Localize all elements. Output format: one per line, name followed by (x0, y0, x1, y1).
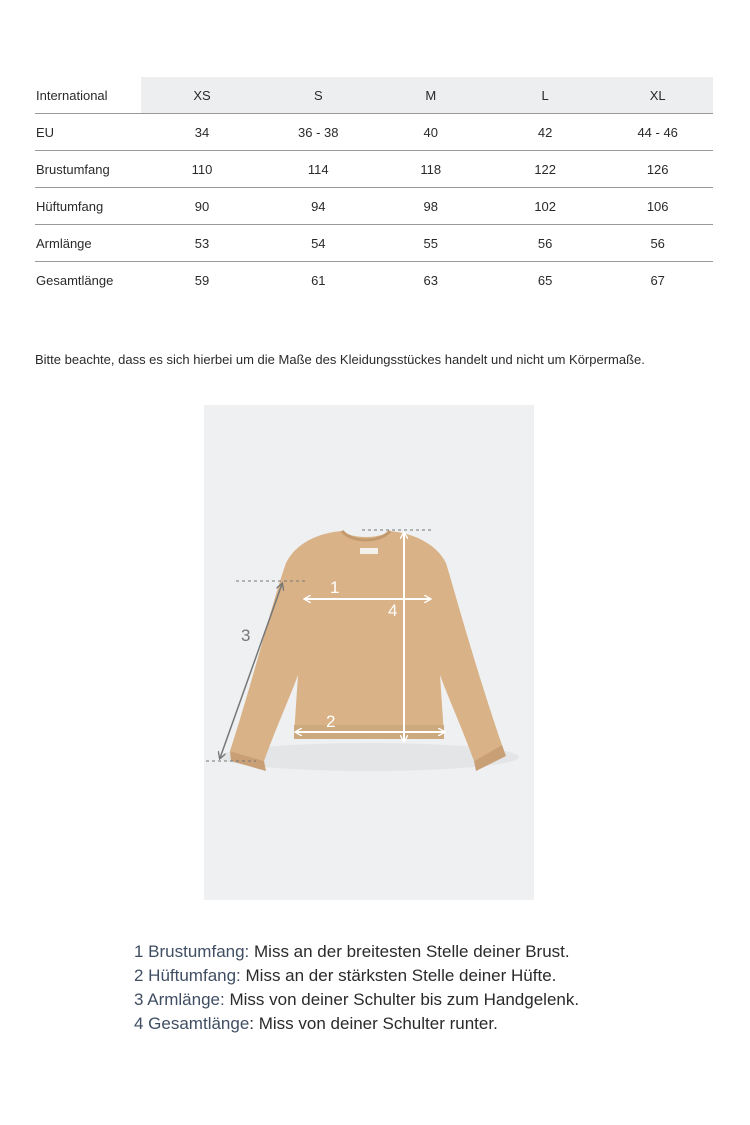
table-cell: 118 (420, 161, 442, 177)
table-cell: 122 (534, 161, 557, 177)
marker-number-4: 4 (388, 601, 398, 620)
size-table (35, 77, 713, 298)
table-cell: 94 (311, 198, 326, 214)
sweater-measurement-diagram (204, 405, 534, 900)
table-row-gesamtlaenge (35, 262, 713, 299)
table-cell: 110 (191, 161, 213, 177)
table-row-armlaenge (35, 225, 713, 262)
table-header-row (35, 77, 713, 114)
table-cell: 36 - 38 (298, 124, 339, 140)
brand-tag (360, 548, 378, 554)
table-row-brustumfang (35, 151, 713, 188)
marker-number-3: 3 (241, 626, 251, 645)
marker-number-1: 1 (330, 578, 340, 597)
header-size-xs: XS (141, 77, 263, 114)
header-label-international: International (35, 77, 141, 114)
table-row-eu (35, 114, 713, 151)
legend-term: 1 Brustumfang: (134, 942, 250, 961)
header-size-l: L (488, 77, 602, 114)
marker-number-2: 2 (326, 712, 336, 731)
row-label: Armlänge (36, 235, 92, 251)
legend-item-armlaenge (134, 988, 579, 1012)
table-cell: 53 (194, 235, 210, 251)
table-cell: 40 (423, 124, 438, 140)
header-size-m: M (374, 77, 488, 114)
measurement-legend (134, 940, 579, 1036)
table-cell: 59 (194, 272, 210, 288)
table-row-hueftumfang (35, 188, 713, 225)
table-cell: 67 (650, 272, 665, 288)
legend-item-brustumfang (134, 940, 579, 964)
table-cell: 102 (534, 198, 557, 214)
table-cell: 56 (537, 235, 553, 251)
table-cell: 63 (423, 272, 438, 288)
legend-term: 3 Armlänge: (134, 990, 225, 1009)
table-cell: 90 (194, 198, 210, 214)
legend-text: Miss von deiner Schulter bis zum Handgelenk. (224, 990, 580, 1009)
sweater-diagram-svg (204, 405, 534, 900)
legend-term: 2 Hüftumfang: (134, 966, 241, 985)
row-label: Brustumfang (36, 161, 110, 177)
table-cell: 65 (537, 272, 553, 288)
table-cell: 61 (311, 272, 326, 288)
table-cell: 98 (423, 198, 438, 214)
table-cell: 54 (311, 235, 326, 251)
table-cell: 126 (646, 161, 669, 177)
header-size-xl: XL (602, 77, 713, 114)
table-cell: 56 (650, 235, 665, 251)
measurement-note: Bitte beachte, dass es sich hierbei um die Maße des Kleidungsstückes handelt und nicht um Körpermaße. (35, 352, 645, 367)
legend-text: Miss an der breitesten Stelle deiner Brust. (249, 942, 570, 961)
table-cell: 44 - 46 (637, 124, 678, 140)
table-cell: 55 (423, 235, 438, 251)
legend-text: : Miss von deiner Schulter runter. (249, 1014, 498, 1033)
legend-item-hueftumfang (134, 964, 579, 988)
header-size-s: S (263, 77, 374, 114)
legend-term: 4 Gesamtlänge (134, 1014, 250, 1033)
legend-item-gesamtlaenge (134, 1012, 579, 1036)
legend-text: Miss an der stärksten Stelle deiner Hüfte. (240, 966, 557, 985)
table-cell: 106 (646, 198, 669, 214)
table-cell: 114 (307, 161, 329, 177)
row-label: EU (36, 124, 55, 140)
row-label: Gesamtlänge (36, 272, 114, 288)
row-label: Hüftumfang (36, 198, 104, 214)
table-cell: 42 (537, 124, 553, 140)
table-cell: 34 (194, 124, 210, 140)
